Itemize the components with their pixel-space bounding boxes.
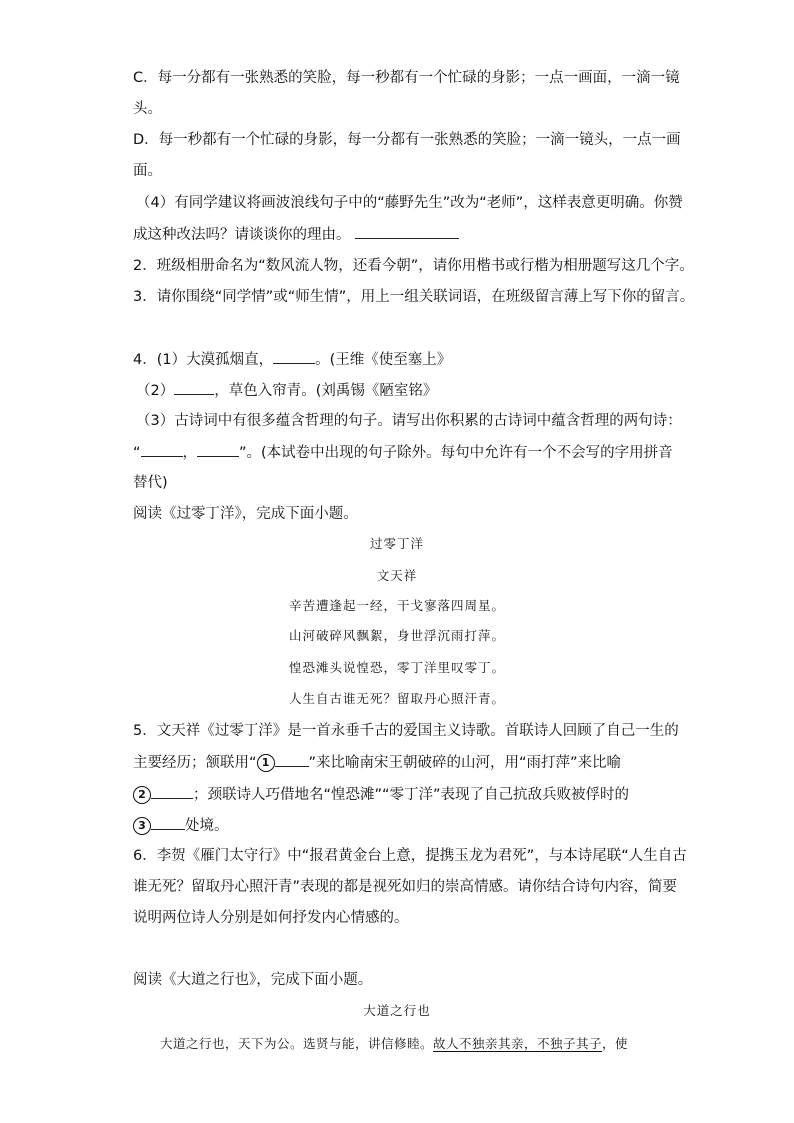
q4-line4-a: “	[133, 445, 141, 461]
answer-blank[interactable]	[151, 784, 193, 799]
q6-line3: 说明两位诗人分别是如何抒发内心情感的。	[133, 910, 409, 926]
blank-number-2: 2	[133, 786, 151, 804]
poem-line-3: 惶恐滩头说惶恐，零丁洋里叹零丁。	[288, 660, 505, 675]
answer-blank[interactable]	[174, 380, 214, 395]
option-c-line1: C．每一分都有一张熟悉的笑脸，每一秒都有一个忙碌的身影；一点一画面，一滴一镜	[133, 70, 680, 86]
q6-line1: 6．李贺《雁门太守行》中“报君黄金台上意，提携玉龙为君死”，与本诗尾联“人生自古	[133, 848, 687, 864]
sub4-line2-text: 成这种改法吗？请谈谈你的理由。	[133, 227, 351, 243]
q5-line4	[133, 815, 229, 836]
poem-line-1: 辛苦遭逢起一经，干戈寥落四周星。	[288, 598, 505, 613]
reading-instruction-1: 阅读《过零丁洋》，完成下面小题。	[133, 506, 358, 522]
q5-line4-b: 处境。	[185, 818, 229, 834]
prose-text-a: 大道之行也，天下为公。选贤与能，讲信修睦。	[160, 1036, 434, 1051]
prose-text-b: ，使	[602, 1036, 629, 1051]
sub4-line2	[133, 224, 459, 245]
q4-line2-b: ，草色入帘青。(刘禹锡《陋室铭》	[214, 383, 438, 399]
poem-author: 文天祥	[376, 568, 418, 583]
option-c-line2: 头。	[133, 101, 162, 117]
blank-number-3: 3	[133, 817, 151, 835]
q5-line2	[133, 752, 621, 773]
q4-line1-b: 。(王维《使至塞上》	[315, 352, 452, 368]
answer-blank[interactable]	[151, 815, 185, 830]
reading-instruction-2: 阅读《大道之行也》，完成下面小题。	[133, 972, 373, 988]
q4-line5: 替代)	[133, 475, 168, 491]
answer-blank[interactable]	[275, 752, 309, 767]
answer-blank[interactable]	[141, 442, 183, 457]
option-d-line2: 面。	[133, 163, 162, 179]
blank-number-1: 1	[257, 754, 275, 772]
answer-blank[interactable]	[197, 442, 239, 457]
poem-line-2: 山河破碎风飘絮，身世浮沉雨打萍。	[288, 628, 505, 643]
underlined-sentence-2: 不独子其子	[537, 1036, 603, 1051]
prose-line-1	[160, 1034, 628, 1054]
poem-line-4: 人生自古谁无死？留取丹心照汗青。	[288, 691, 505, 706]
option-d-line1: D．每一秒都有一个忙碌的身影，每一分都有一张熟悉的笑脸；一滴一镜头，一点一画	[133, 132, 681, 148]
q4-line4-c: ”。(本试卷中出现的句子除外。每句中允许有一个不会写的字用拼音	[239, 445, 673, 461]
prose-title: 大道之行也	[363, 1003, 431, 1018]
q4-line2	[136, 380, 437, 401]
question-2: 2．班级相册命名为“数风流人物，还看今朝”，请你用楷书或行楷为相册题写这几个字。	[133, 258, 694, 274]
sub4-line1: （4）有同学建议将画波浪线句子中的“藤野先生”改为“老师”，这样表意更明确。你赞	[136, 195, 683, 211]
q5-line3	[133, 784, 629, 805]
q4-line1	[133, 349, 451, 370]
question-3: 3．请你围绕“同学情”或“师生情”，用上一组关联词语，在班级留言薄上写下你的留言。	[133, 289, 695, 305]
q4-line1-a: 4．(1）大漠孤烟直，	[133, 352, 274, 368]
poem-title: 过零丁洋	[369, 536, 424, 551]
q6-line2: 谁无死？留取丹心照汗青”表现的都是视死如归的崇高情感。请你结合诗句内容，简要	[133, 879, 678, 895]
q4-line4	[133, 442, 673, 463]
q5-line2-b: ”来比喻南宋王朝破碎的山河，用“雨打萍”来比喻	[308, 755, 622, 771]
q4-line4-b: ，	[182, 445, 198, 461]
answer-blank[interactable]	[273, 349, 315, 364]
q4-line3: （3）古诗词中有很多蕴含哲理的句子。请写出你积累的古诗词中蕴含哲理的两句诗：	[136, 413, 682, 429]
q5-line2-a: 主要经历；颔联用“	[133, 755, 257, 771]
answer-blank[interactable]	[355, 224, 459, 239]
underlined-sentence-1: 故人不独亲其亲，	[433, 1036, 538, 1051]
q5-line1: 5．文天祥《过零丁洋》是一首永垂千古的爱国主义诗歌。首联诗人回顾了自己一生的	[133, 723, 679, 739]
q4-line2-a: （2）	[136, 383, 175, 399]
q5-line3-b: ；颈联诗人巧借地名“惶恐滩”“零丁洋”表现了自己抗敌兵败被俘时的	[193, 787, 630, 803]
